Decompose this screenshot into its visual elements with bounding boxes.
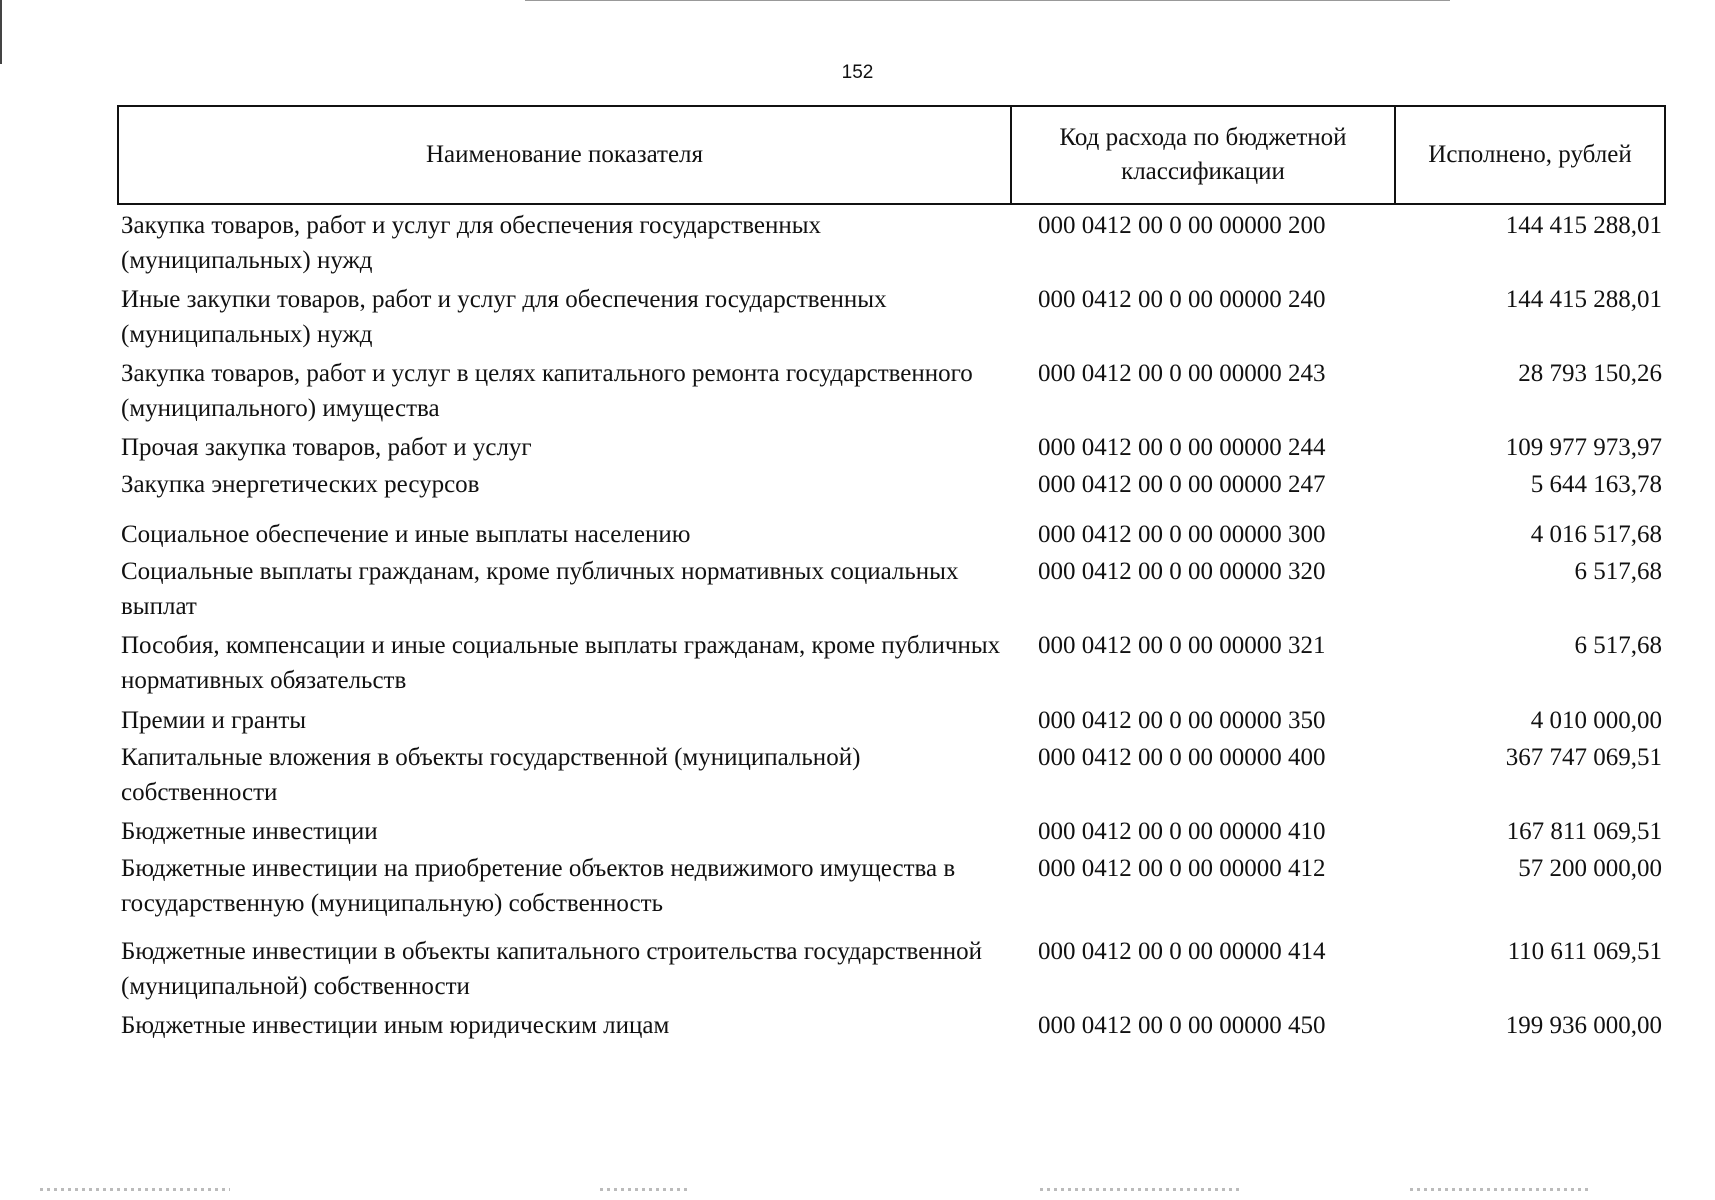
row-code: 000 0412 00 0 00 00000 300	[1038, 521, 1326, 548]
scan-top-line	[525, 0, 1450, 1]
row-name: Бюджетные инвестиции в объекты капитального строительства государственной (муниципальной) собственности	[121, 938, 982, 1000]
row-code: 000 0412 00 0 00 00000 200	[1038, 212, 1326, 239]
scan-noise	[40, 1188, 230, 1191]
row-amount: 4 016 517,68	[1530, 521, 1662, 548]
row-amount: 109 977 973,97	[1505, 434, 1662, 461]
row-name: Закупка товаров, работ и услуг в целях капитального ремонта государственного (муниципального) имущества	[121, 360, 973, 422]
row-name: Бюджетные инвестиции на приобретение объектов недвижимого имущества в государственную (муниципальную) собственность	[121, 855, 956, 917]
row-code: 000 0412 00 0 00 00000 240	[1038, 286, 1326, 313]
header-amount: Исполнено, рублей	[1428, 141, 1632, 168]
scan-noise	[1410, 1188, 1590, 1191]
row-code: 000 0412 00 0 00 00000 450	[1038, 1012, 1326, 1039]
row-code: 000 0412 00 0 00 00000 244	[1038, 434, 1326, 461]
table-header	[117, 105, 1666, 205]
row-name: Капитальные вложения в объекты государственной (муниципальной) собственности	[121, 744, 861, 806]
row-name: Бюджетные инвестиции иным юридическим лицам	[121, 1012, 670, 1039]
row-amount: 199 936 000,00	[1505, 1012, 1662, 1039]
row-amount: 144 415 288,01	[1505, 212, 1662, 239]
row-amount: 167 811 069,51	[1506, 818, 1662, 845]
row-name: Социальное обеспечение и иные выплаты населению	[121, 521, 691, 548]
row-code: 000 0412 00 0 00 00000 414	[1038, 938, 1326, 965]
row-name: Закупка товаров, работ и услуг для обеспечения государственных (муниципальных) нужд	[121, 212, 822, 274]
row-code: 000 0412 00 0 00 00000 243	[1038, 360, 1326, 387]
row-code: 000 0412 00 0 00 00000 321	[1038, 632, 1326, 659]
row-amount: 144 415 288,01	[1505, 286, 1662, 313]
scan-noise	[600, 1188, 690, 1191]
row-name: Пособия, компенсации и иные социальные выплаты гражданам, кроме публичных нормативных обязательств	[121, 632, 1001, 694]
row-code: 000 0412 00 0 00 00000 400	[1038, 744, 1326, 771]
row-amount: 4 010 000,00	[1530, 707, 1662, 734]
row-name: Иные закупки товаров, работ и услуг для обеспечения государственных (муниципальных) нужд	[121, 286, 887, 348]
header-code: Код расхода по бюджетной классификации	[1012, 107, 1396, 203]
row-amount: 110 611 069,51	[1507, 938, 1662, 965]
header-name: Наименование показателя	[119, 107, 1012, 203]
row-code: 000 0412 00 0 00 00000 412	[1038, 855, 1326, 882]
row-code: 000 0412 00 0 00 00000 320	[1038, 558, 1326, 585]
scan-edge-line	[0, 0, 2, 64]
row-name: Прочая закупка товаров, работ и услуг	[121, 434, 532, 461]
row-name: Бюджетные инвестиции	[121, 818, 378, 845]
row-name: Социальные выплаты гражданам, кроме публичных нормативных социальных выплат	[121, 558, 959, 620]
row-amount: 367 747 069,51	[1505, 744, 1662, 771]
row-amount: 28 793 150,26	[1518, 360, 1662, 387]
row-name: Премии и гранты	[121, 707, 307, 734]
row-code: 000 0412 00 0 00 00000 410	[1038, 818, 1326, 845]
page-number: 152	[841, 62, 874, 83]
row-code: 000 0412 00 0 00 00000 247	[1038, 471, 1326, 498]
row-amount: 5 644 163,78	[1530, 471, 1662, 498]
row-amount: 6 517,68	[1574, 558, 1662, 585]
row-code: 000 0412 00 0 00 00000 350	[1038, 707, 1326, 734]
row-amount: 6 517,68	[1574, 632, 1662, 659]
row-amount: 57 200 000,00	[1518, 855, 1662, 882]
row-name: Закупка энергетических ресурсов	[121, 471, 480, 498]
scan-noise	[1040, 1188, 1240, 1191]
